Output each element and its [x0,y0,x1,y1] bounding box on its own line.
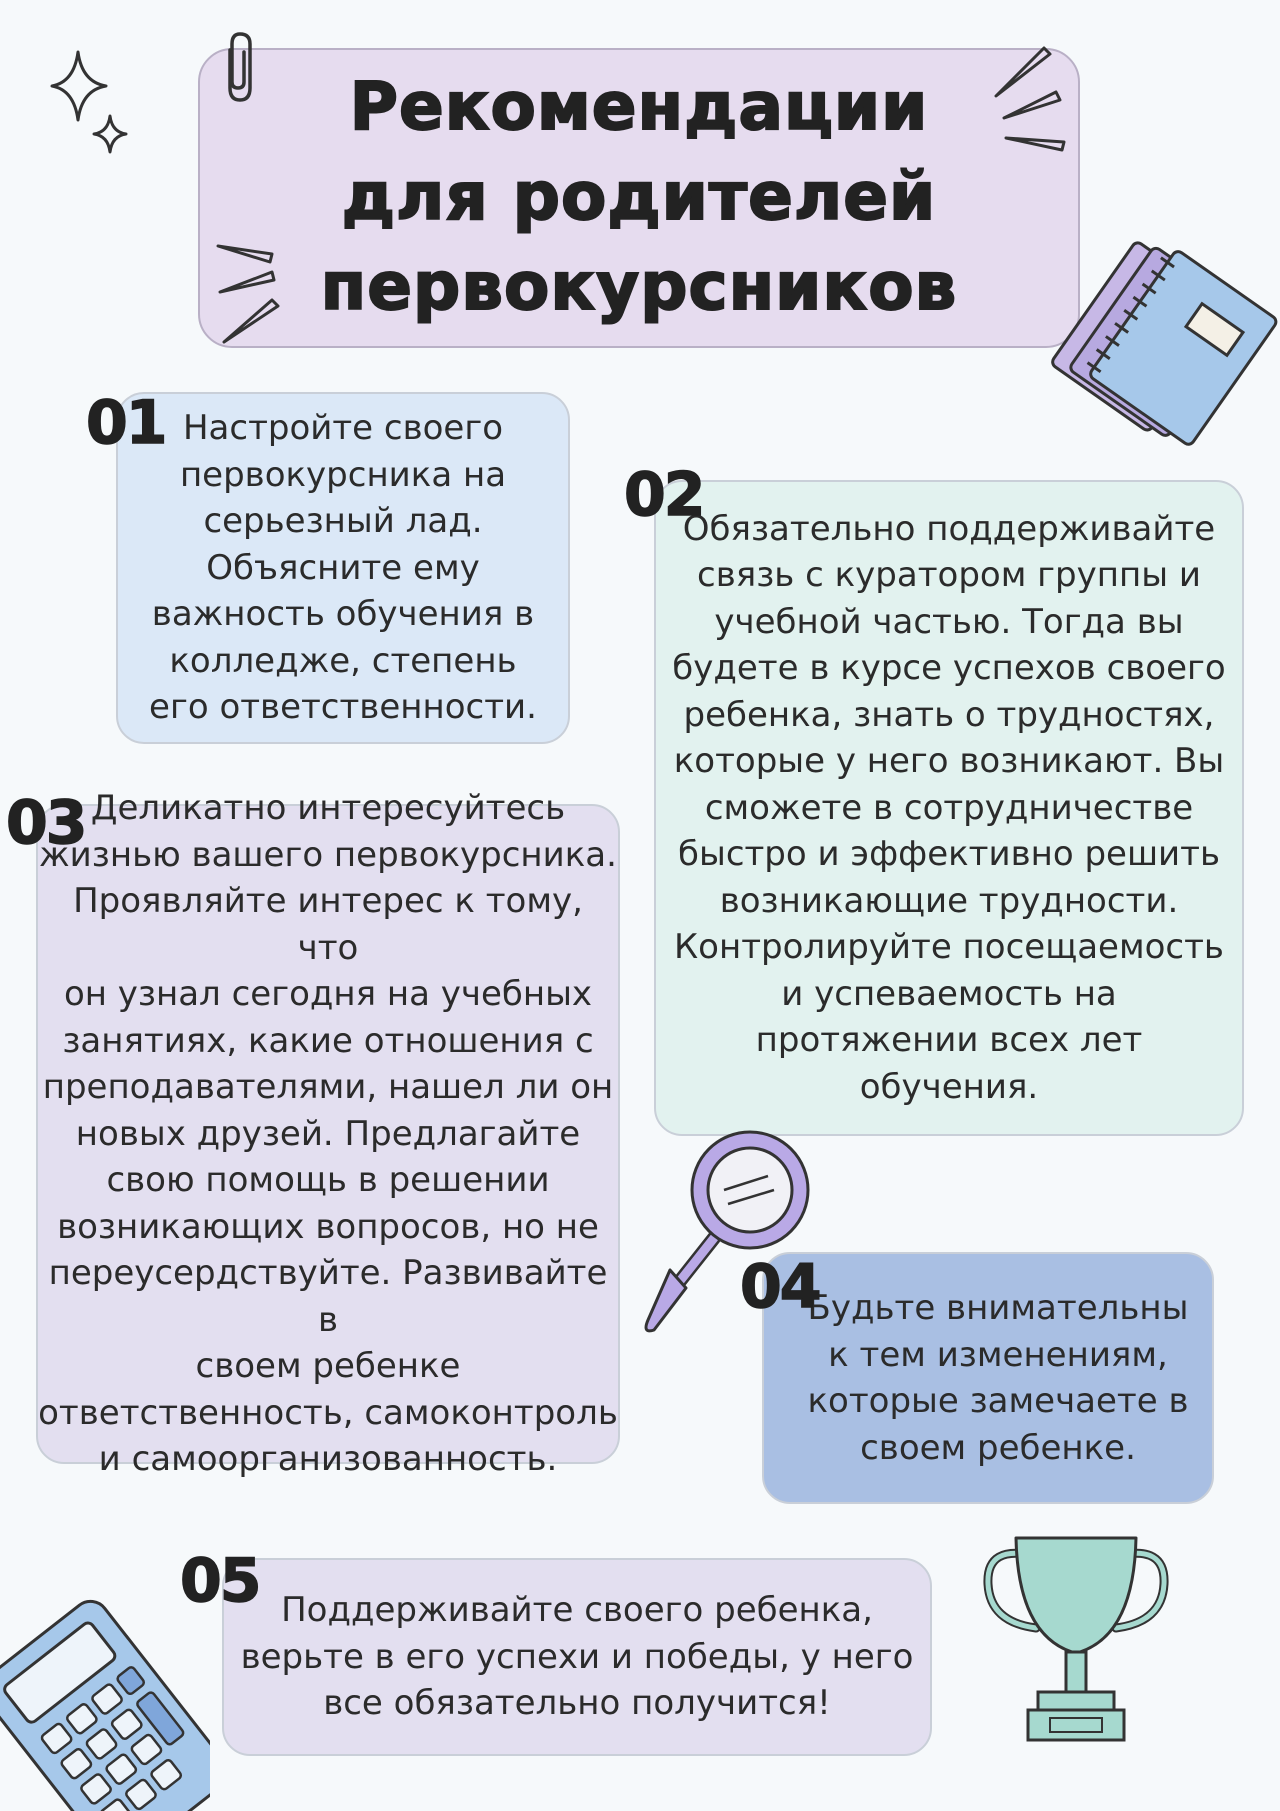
recommendation-text: Настройте своего первокурсника на серьезный лад. Объясните ему важность обучения в колледже, степень его ответственности. [149,408,537,728]
dash-marks-icon [214,242,294,352]
title-line-3: первокурсников [320,248,958,325]
recommendation-card-04 [762,1252,1214,1504]
recommendation-text: Поддерживайте своего ребенка, верьте в его успехи и победы, у него все обязательно получится! [240,1590,914,1724]
title-line-2: для родителей [341,158,937,235]
title-banner [198,48,1080,348]
recommendation-number: 03 [6,788,86,858]
recommendation-number: 04 [740,1252,820,1322]
recommendation-number: 01 [86,388,166,458]
recommendation-text: Обязательно поддерживайте связь с куратором группы и учебной частью. Тогда вы будете в курсе успехов своего ребенка, знать о трудностях, которые у него возникают. Вы сможете в сотрудничестве быстро и эффективно решить возникающие трудности. Контролируйте посещаемость и успеваемость на протяжении всех лет обучения. [672,508,1226,1107]
dash-marks-icon [990,46,1070,156]
recommendation-card-02 [654,480,1244,1136]
calculator-icon [0,1596,210,1811]
recommendation-card-05 [222,1558,932,1756]
title-line-1: Рекомендации [349,68,929,145]
recommendation-text: Деликатно интересуйтесь жизнью вашего первокурсника. Проявляйте интерес к тому, что он узнал сегодня на учебных занятиях, какие отношения с преподавателями, нашел ли он новых друзей. Предлагайте свою помощь в решении возникающих вопросов, но не переусердствуйте. Развивайте в своем ребенке ответственность, самоконтроль и самоорганизованность. [38,788,618,1480]
recommendation-text: Будьте внимательны к тем изменениям, которые замечаете в своем ребенке. [807,1288,1189,1468]
paperclip-icon [218,30,258,106]
sparkle-icon [48,46,138,166]
recommendation-number: 05 [180,1546,260,1616]
trophy-icon [976,1524,1176,1746]
recommendation-card-01 [116,392,570,744]
notebook-icon [1036,232,1280,472]
recommendation-number: 02 [624,460,704,530]
